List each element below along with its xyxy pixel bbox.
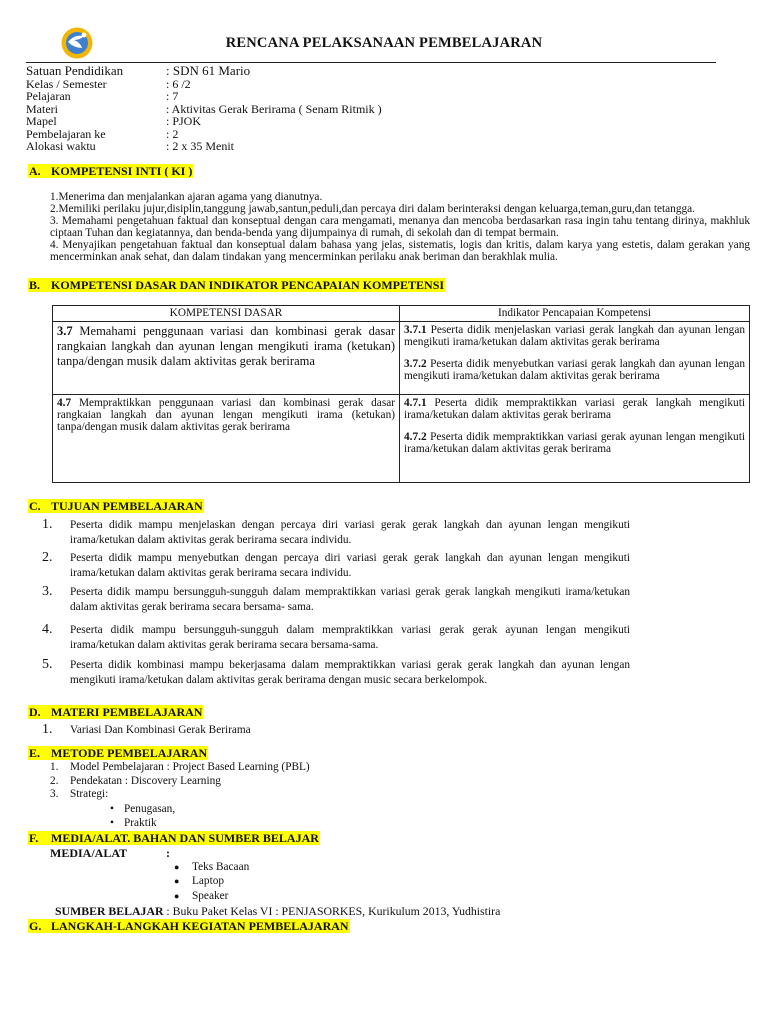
- ki-item: 2.Memiliki perilaku jujur,disiplin,tanggung jawab,santun,peduli,dan percaya diri dalam berinteraksi dengan keluarga,teman,guru,dan tetangga.: [50, 203, 695, 216]
- identity-value: : 6 /2: [166, 77, 191, 91]
- identity-value: : Aktivitas Gerak Berirama ( Senam Ritmik ): [166, 101, 382, 116]
- section-f-heading: F. MEDIA/ALAT. BAHAN DAN SUMBER BELAJAR: [29, 831, 319, 845]
- ki-list: [50, 191, 750, 264]
- identity-row: [26, 64, 382, 78]
- metode-list: [50, 761, 310, 802]
- document-page: RENCANA PELAKSANAAN PEMBELAJARAN Satuan Pendidikan : SDN 61 Mario Kelas / Semester : 6 /2 Pelajaran : 7 Materi : Aktivitas Gerak Berirama ( Senam Ritmik ) Mapel : PJOK Pembelajaran ke : 2 Alokasi waktu : 2 x 35 Menit A. KOMPETENSI INTI ( KI ) 1.Menerima dan menjalankan ajaran agama yang dianutnya. 2.Memiliki perilaku jujur,disiplin,tanggung jawab,santun,peduli,dan percaya diri dalam berinteraksi dengan keluarga,teman,guru,dan tetangga. 3. Memahami pengetahuan faktual dan konseptual dengan cara mengamati, menanya dan mencoba berdasarkan rasa ingin tahu tentang dirinya, makhluk ciptaan Tuhan dan kegiatannya, dan benda-benda yang dijumpainya di rumah, di sekolah dan di tempat bermain. 4. Menyajikan pengetahuan faktual dan konseptual dalam bahasa yang jelas, sistematis, logis dan kritis, dalam karya yang estetis, dalam gerakan yang mencerminkan anak sehat, dan dalam tindakan yang mencerminkan perilaku anak beriman dan berakhlak mulia. B. KOMPETENSI DASAR DAN INDIKATOR PENCAPAIAN KOMPETENSI KOMPETENSI DASAR Indikator Pencapaian Kompetensi 3.7 Memahami penggunaan variasi dan kombinasi gerak dasar rangkaian langkah dan ayunan lengan mengikuti irama (ketukan) tanpa/dengan musik dalam aktivitas gerak berirama 3.7.1 Peserta didik menjelaskan variasi gerak langkah dan ayunan lengan mengikuti irama/ketukan dalam aktivitas gerak berirama 3.7.2 Peserta didik menyebutkan variasi gerak langkah dan ayunan lengan mengikuti irama/ketukan dalam aktivitas gerak berirama 4.7 Mempraktikkan penggunaan variasi dan kombinasi gerak dasar rangkaian langkah dan ayunan lengan mengikuti irama (ketukan) tanpa/dengan musik dalam aktivitas gerak berirama 4.7.1 Peserta didik mempraktikkan variasi gerak langkah mengikuti irama/ketukan dalam aktivitas gerak berirama 4.7.2 Peserta didik mempraktikkan variasi gerak ayunan lengan mengikuti irama/ketukan dalam aktivitas gerak berirama C. TUJUAN PEMBELAJARAN 1. Peserta didik mampu menjelaskan dengan percaya diri variasi gerak gerak langkah dan ayunan lengan mengikuti irama/ketukan dalam aktivitas gerak berirama secara individu. 2. Peserta didik mampu menyebutkan dengan percaya diri variasi gerak gerak langkah dan ayunan lengan mengikuti irama/ketukan dalam aktivitas gerak berirama secara individu. 3. Peserta didik mampu bersungguh-sungguh dalam mempraktikkan variasi gerak gerak langkah mengikuti irama/ketukan dalam aktivitas gerak berirama secara bersama- sama. 4. Peserta didik mampu bersungguh-sungguh dalam mempraktikkan variasi gerak gerak ayunan lengan mengikuti irama/ketukan dalam aktivitas gerak berirama secara bersama-sama. 5. Peserta didik kombinasi mampu bekerjasama dalam mempraktikkan variasi gerak gerak langkah dan ayunan lengan mengikuti irama/ketukan dalam aktivitas gerak berirama dengan music secara berkelompok. D. MATERI PEMBELAJARAN 1. Variasi Dan Kombinasi Gerak Berirama E. METODE PEMBELAJARAN 1. Model Pembelajaran : Project Based Learning (PBL) 2. Pendekatan : Discovery Learning 3. Strategi: • Penugasan, • Praktik F. MEDIA/ALAT. BAHAN DAN SUMBER BELAJAR MEDIA/ALAT : ● Teks Bacaan ● Laptop ● Speaker SUMBER BELAJAR : Buku Paket Kelas VI : PENJASORKES, Kurikulum 2013, Yudhistira G. LANGKAH-LANGKAH KEGIATAN PEMBELAJARAN: [0, 0, 768, 1024]
- identity-value: : 7: [166, 89, 179, 104]
- identity-value: : SDN 61 Mario: [166, 63, 251, 78]
- kd-cell: 4.7 Mempraktikkan penggunaan variasi dan kombinasi gerak dasar rangkaian langkah dan ayunan lengan mengikuti irama (ketukan) tanpa/dengan musik dalam aktivitas gerak berirama: [53, 395, 400, 483]
- list-item: 3. Strategi:: [50, 788, 109, 801]
- kd-table: [52, 305, 750, 483]
- materi-item: 1. Variasi Dan Kombinasi Gerak Berirama: [42, 722, 251, 737]
- identity-block: [26, 64, 382, 152]
- identity-value: : PJOK: [166, 114, 202, 129]
- list-item: ● Laptop: [174, 875, 224, 887]
- list-item: ● Teks Bacaan: [174, 861, 250, 873]
- identity-key: Mapel: [26, 114, 57, 129]
- list-item: 1. Model Pembelajaran : Project Based Learning (PBL): [50, 761, 310, 773]
- section-g-heading: G. LANGKAH-LANGKAH KEGIATAN PEMBELAJARAN: [29, 919, 349, 933]
- table-row: [53, 395, 750, 483]
- identity-key: Alokasi waktu: [26, 139, 96, 154]
- ki-item: 4. Menyajikan pengetahuan faktual dan konseptual dalam bahasa yang jelas, sistematis, logis dan kritis, dalam karya yang estetis, dalam gerakan yang mencerminkan anak sehat, dan dalam tindakan yang mencerminkan perilaku anak beriman dan berakhlak mulia.: [50, 239, 750, 264]
- sumber-belajar: SUMBER BELAJAR : Buku Paket Kelas VI : PENJASORKES, Kurikulum 2013, Yudhistira: [55, 904, 501, 918]
- identity-row: [26, 103, 382, 115]
- list-item: • Praktik: [110, 817, 157, 829]
- media-colon: :: [166, 846, 170, 860]
- list-item: ● Speaker: [174, 890, 229, 902]
- table-row: [53, 322, 750, 395]
- ki-item: 3. Memahami pengetahuan faktual dan konseptual dengan cara mengamati, menanya dan mencoba berdasarkan rasa ingin tahu tentang dirinya, makhluk ciptaan Tuhan dan kegiatannya, dan benda-benda yang dijumpainya di rumah, di sekolah dan di tempat bermain.: [50, 215, 750, 240]
- section-d-heading: D. MATERI PEMBELAJARAN: [29, 705, 203, 719]
- indikator-cell: 3.7.1 Peserta didik menjelaskan variasi gerak langkah dan ayunan lengan mengikuti irama/ketukan dalam aktivitas gerak berirama 3.7.2 Peserta didik menyebutkan variasi gerak langkah dan ayunan lengan mengikuti irama/ketukan dalam aktivitas gerak berirama: [400, 322, 750, 395]
- identity-row: [26, 115, 382, 127]
- identity-key: Pelajaran: [26, 89, 71, 104]
- identity-key: Materi: [26, 101, 58, 116]
- section-a-heading: A. KOMPETENSI INTI ( KI ): [29, 164, 193, 178]
- media-label: MEDIA/ALAT: [50, 846, 128, 860]
- identity-key: Satuan Pendidikan: [26, 63, 124, 78]
- table-header-kd: KOMPETENSI DASAR: [53, 306, 400, 322]
- table-header-indikator: Indikator Pencapaian Kompetensi: [400, 306, 750, 322]
- list-item: • Penugasan,: [110, 803, 176, 815]
- table-header-row: [53, 306, 750, 322]
- identity-key: Pembelajaran ke: [26, 126, 106, 141]
- identity-row: [26, 140, 382, 152]
- identity-key: Kelas / Semester: [26, 77, 107, 91]
- section-e-heading: E. METODE PEMBELAJARAN: [29, 746, 208, 760]
- indikator-cell: 4.7.1 Peserta didik mempraktikkan variasi gerak langkah mengikuti irama/ketukan dalam aktivitas gerak berirama 4.7.2 Peserta didik mempraktikkan variasi gerak ayunan lengan mengikuti irama/ketukan dalam aktivitas gerak berirama: [400, 395, 750, 483]
- section-b-heading: B. KOMPETENSI DASAR DAN INDIKATOR PENCAPAIAN KOMPETENSI: [29, 278, 445, 292]
- ki-item: 1.Menerima dan menjalankan ajaran agama yang dianutnya.: [50, 191, 323, 203]
- identity-row: [26, 78, 382, 90]
- page-title: RENCANA PELAKSANAAN PEMBELAJARAN: [225, 35, 543, 51]
- identity-value: : 2: [166, 126, 179, 141]
- kd-cell: 3.7 Memahami penggunaan variasi dan kombinasi gerak dasar rangkaian langkah dan ayunan lengan mengikuti irama (ketukan) tanpa/dengan musik dalam aktivitas gerak berirama: [53, 322, 400, 395]
- title-divider: [26, 62, 716, 63]
- identity-row: [26, 90, 382, 102]
- section-c-heading: C. TUJUAN PEMBELAJARAN: [29, 499, 203, 513]
- identity-value: : 2 x 35 Menit: [166, 139, 234, 154]
- list-item: 2. Pendekatan : Discovery Learning: [50, 774, 221, 787]
